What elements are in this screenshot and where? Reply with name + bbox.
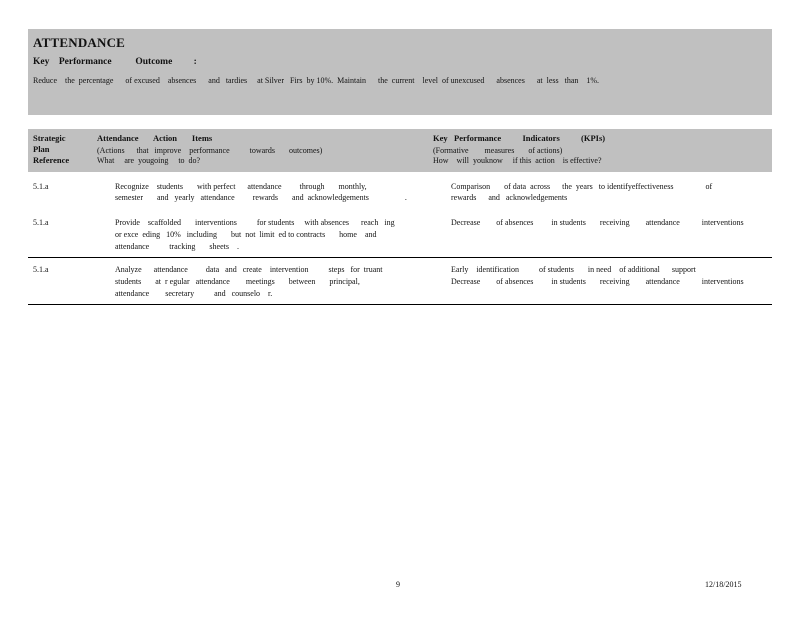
table-bottom-rule (28, 304, 772, 305)
row1-kpi2-line1: Decrease of absences in students receiving attendance interventions (451, 218, 744, 227)
header-col3-title: Key Performance Indicators (KPIs) (433, 133, 606, 143)
header-col2-title: Attendance Action Items (97, 133, 213, 143)
outcome-box (28, 29, 772, 115)
row1-action2-line1: Provide scaffolded interventions for students with absences reach ing (115, 218, 395, 227)
header-col3-sub2: How will youknow if this action is effective? (433, 156, 602, 165)
row2-action1-line1: Analyze attendance data and create intervention steps for truant (115, 265, 383, 274)
row1-ref-2: 5.1.a (33, 218, 49, 227)
row2-action1-line3: attendance secretary and counselo r. (115, 289, 273, 298)
row-divider (28, 257, 772, 258)
row1-kpi1-line2: rewards and acknowledgements (451, 193, 568, 202)
row2-kpi2-line1: Decrease of absences in students receiving attendance interventions (451, 277, 744, 286)
header-col1-line1: Strategic (33, 133, 66, 143)
header-col1-line2: Plan (33, 144, 50, 154)
row2-ref: 5.1.a (33, 265, 49, 274)
outcome-text: Reduce the percentage of excused absences and tardies at Silver Firs by 10%. Maintain the current level of unexcused absences at less than 1%. (33, 76, 600, 85)
row1-action1-line2: semester and yearly attendance rewards and acknowledgements . (115, 193, 407, 202)
header-col1-line3: Reference (33, 155, 70, 165)
section-title: ATTENDANCE (33, 35, 126, 50)
header-col2-sub1: (Actions that improve performance towards outcomes) (97, 146, 323, 155)
footer-date: 12/18/2015 (705, 580, 742, 589)
page-number: 9 (396, 580, 400, 589)
key-performance-outcome-label: Key Performance Outcome : (33, 57, 197, 67)
row1-action2-line2: or exce eding 10% including but not limit ed to contracts home and (115, 230, 377, 239)
row1-ref: 5.1.a (33, 182, 49, 191)
row1-kpi1-line1: Comparison of data across the years to identifyeffectiveness of (451, 182, 713, 191)
header-col3-sub1: (Formative measures of actions) (433, 146, 563, 155)
row2-kpi1-line1: Early identification of students in need of additional support (451, 265, 696, 274)
row1-action2-line3: attendance tracking sheets . (115, 242, 239, 251)
row2-action1-line2: students at r egular attendance meetings between principal, (115, 277, 360, 286)
header-col2-sub2: What are yougoing to do? (97, 156, 201, 165)
row1-action1-line1: Recognize students with perfect attendance through monthly, (115, 182, 367, 191)
